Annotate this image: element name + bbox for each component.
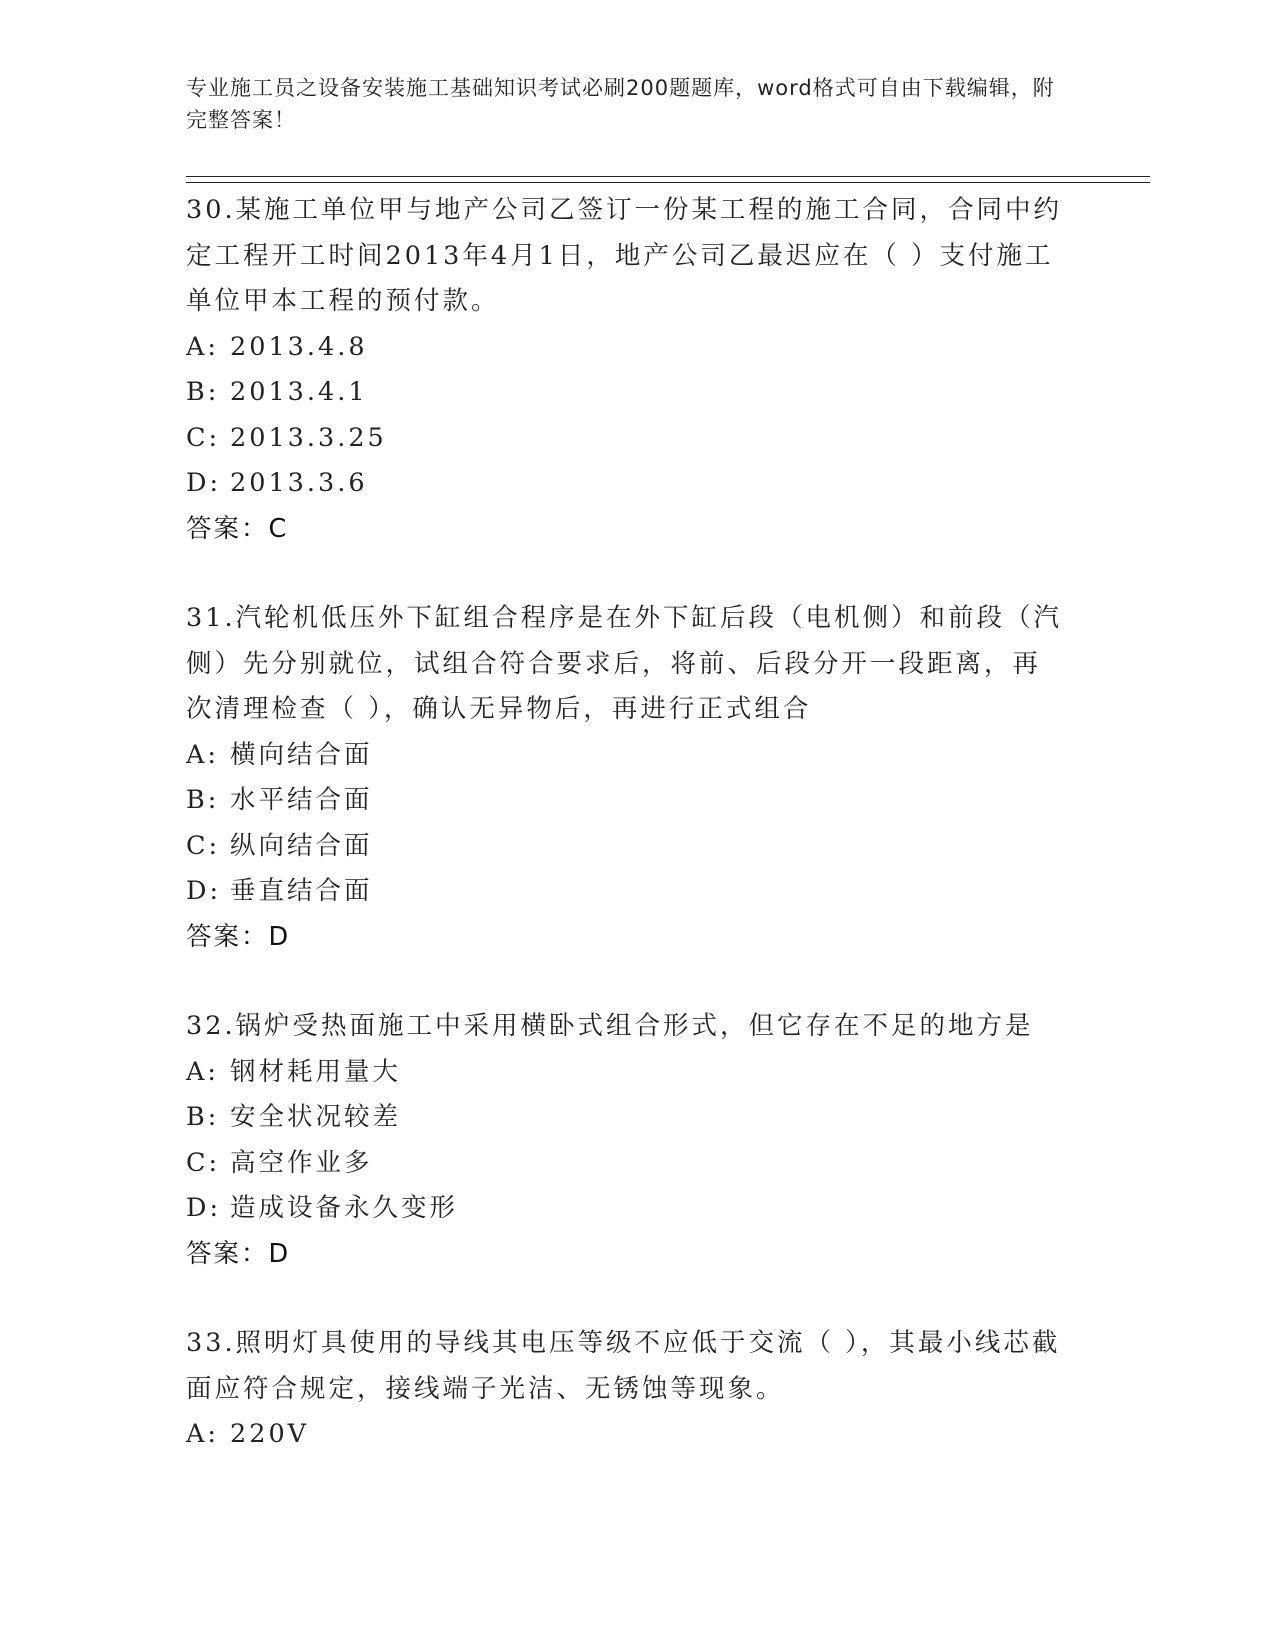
question-33 <box>186 1321 1066 1458</box>
option-text: 水平结合面 <box>230 785 373 815</box>
option-c <box>186 1141 1066 1187</box>
answer: 答案：C <box>186 513 289 544</box>
option-label: A: <box>186 1419 220 1449</box>
option-label: C: <box>186 1147 221 1178</box>
option-label: A: <box>186 1056 220 1087</box>
answer: 答案：D <box>186 921 291 952</box>
option-c <box>186 416 1066 462</box>
option-a <box>186 733 1066 779</box>
option-text: 纵向结合面 <box>230 830 373 861</box>
question-spacer <box>186 552 1066 596</box>
option-a <box>186 1412 1066 1458</box>
option-label: A: <box>186 739 220 770</box>
option-text: 钢材耗用量大 <box>230 1056 402 1087</box>
option-label: D: <box>186 876 222 906</box>
option-d <box>186 869 1066 915</box>
option-text: 垂直结合面 <box>230 876 373 906</box>
option-label: D: <box>186 1193 222 1223</box>
option-text: 安全状况较差 <box>230 1102 402 1132</box>
option-text: 横向结合面 <box>230 739 373 770</box>
question-30 <box>186 188 1066 552</box>
option-text: 造成设备永久变形 <box>230 1193 459 1223</box>
option-label: C: <box>186 830 221 861</box>
option-text: 2013.3.25 <box>230 422 387 453</box>
option-label: A: <box>186 331 220 362</box>
question-stem: 33.照明灯具使用的导线其电压等级不应低于交流（ ），其最小线芯截面应符合规定，接线端子光洁、无锈蚀等现象。 <box>186 1328 1061 1404</box>
option-label: B: <box>186 1102 220 1132</box>
option-text: 2013.3.6 <box>230 468 368 498</box>
option-text: 高空作业多 <box>230 1147 373 1178</box>
question-stem: 32.锅炉受热面施工中采用横卧式组合形式，但它存在不足的地方是 <box>186 1011 1034 1041</box>
question-list <box>186 188 1066 1458</box>
question-31 <box>186 596 1066 960</box>
option-b <box>186 778 1066 824</box>
option-label: B: <box>186 785 220 815</box>
option-d <box>186 1186 1066 1232</box>
option-a <box>186 325 1066 371</box>
option-label: D: <box>186 468 222 498</box>
option-label: B: <box>186 377 220 407</box>
answer: 答案：D <box>186 1238 291 1269</box>
option-text: 220V <box>230 1419 310 1449</box>
option-text: 2013.4.8 <box>230 331 368 362</box>
option-b <box>186 370 1066 416</box>
option-b <box>186 1095 1066 1141</box>
header-rule-bottom <box>186 182 1150 183</box>
question-stem: 31.汽轮机低压外下缸组合程序是在外下缸后段（电机侧）和前段（汽侧）先分别就位，试组合符合要求后，将前、后段分开一段距离，再次清理检查（ ），确认无异物后，再进行正式组合 <box>186 603 1063 724</box>
option-c <box>186 824 1066 870</box>
document-header <box>186 72 1066 136</box>
question-stem: 30.某施工单位甲与地产公司乙签订一份某工程的施工合同，合同中约定工程开工时间2013年4月1日，地产公司乙最迟应在（ ）支付施工单位甲本工程的预付款。 <box>186 195 1063 316</box>
question-32 <box>186 1004 1066 1277</box>
option-label: C: <box>186 422 221 453</box>
question-spacer <box>186 960 1066 1004</box>
option-d <box>186 461 1066 507</box>
question-spacer <box>186 1277 1066 1321</box>
option-text: 2013.4.1 <box>230 377 368 407</box>
header-title: 专业施工员之设备安装施工基础知识考试必刷200题题库，word格式可自由下载编辑，附完整答案！ <box>186 76 1055 132</box>
header-rule-top <box>186 176 1150 177</box>
option-a <box>186 1050 1066 1096</box>
